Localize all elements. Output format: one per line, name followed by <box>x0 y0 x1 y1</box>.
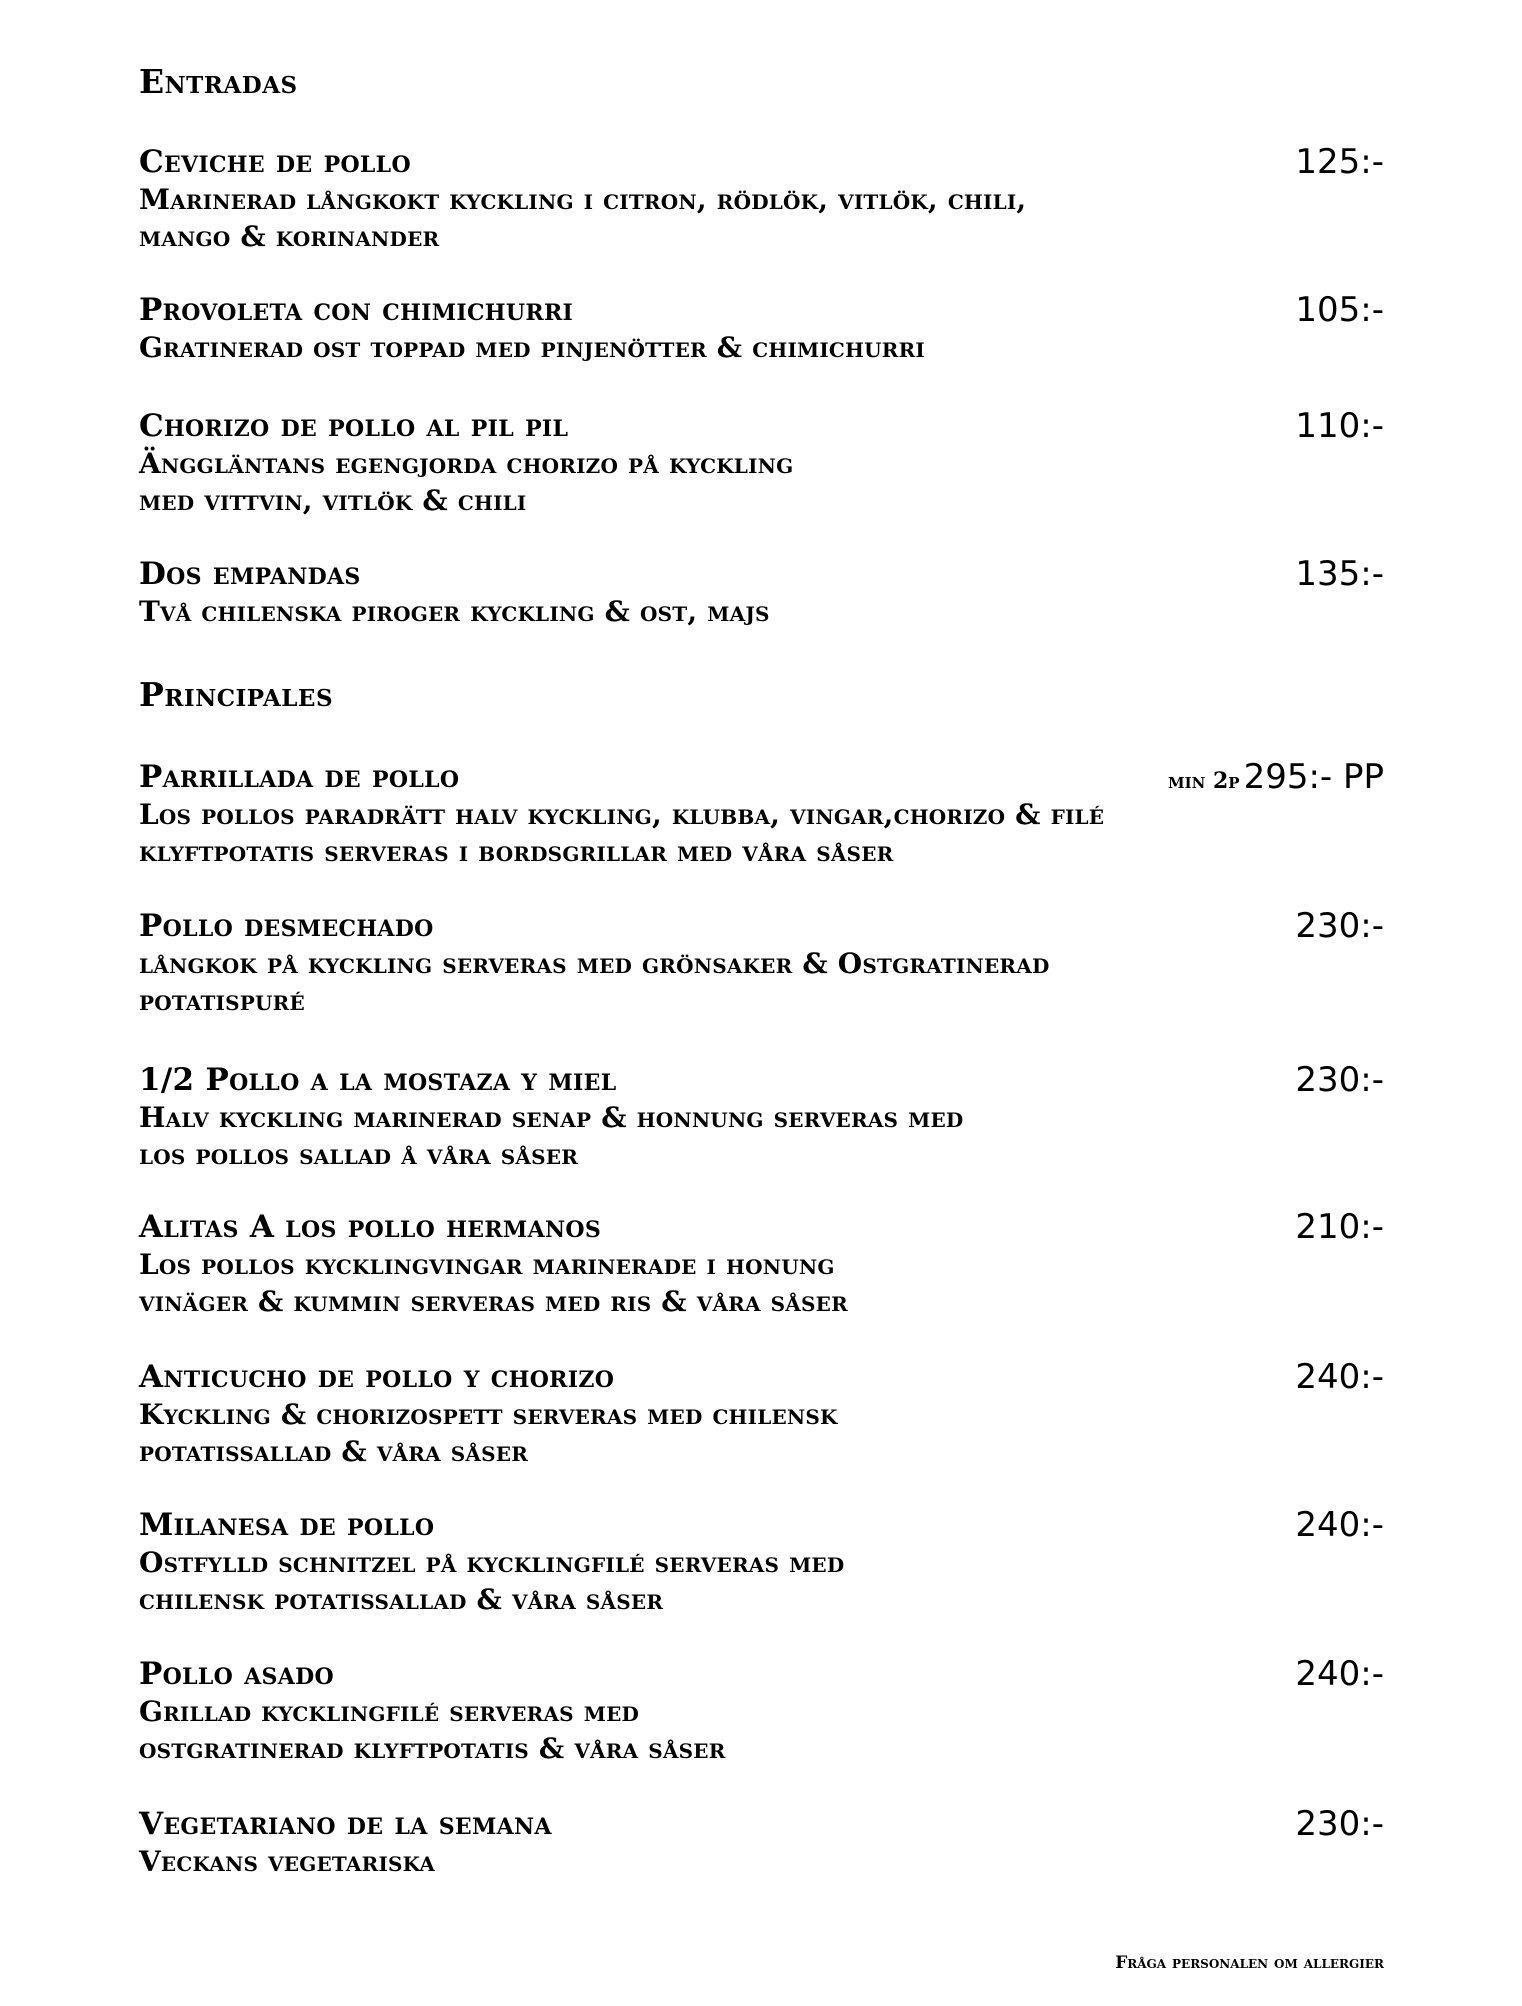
item-desc-line: potatispuré <box>139 984 305 1017</box>
item-price: 240:- <box>1295 1654 1384 1694</box>
menu-item-vegetariano <box>139 1805 1384 1880</box>
menu-item-ceviche-de-pollo <box>139 143 1384 255</box>
item-desc-line: chilensk potatissallad & våra såser <box>139 1583 664 1616</box>
item-name: Dos empandas <box>139 556 361 592</box>
item-name: Anticucho de pollo y chorizo <box>139 1359 615 1395</box>
item-desc-line: ostgratinerad klyftpotatis & våra såser <box>139 1732 726 1765</box>
menu-page <box>139 0 1384 2006</box>
menu-item-pollo-asado <box>139 1655 1384 1767</box>
menu-item-parrillada <box>139 758 1384 870</box>
item-desc-line: Kyckling & chorizospett serveras med chilensk <box>139 1398 838 1431</box>
allergy-footnote: Fråga personalen om allergier <box>1115 1953 1384 1973</box>
menu-item-dos-empandas <box>139 555 1384 630</box>
item-desc-line: Los pollos paradrätt halv kyckling, klubba, vingar,chorizo & filé <box>139 798 1105 831</box>
price-minimum-note: min 2p <box>1167 768 1240 794</box>
item-desc-line: Två chilenska piroger kyckling & ost, majs <box>139 595 770 628</box>
item-name: Provoleta con chimichurri <box>139 292 574 328</box>
item-desc-line: klyftpotatis serveras i bordsgrillar med våra såser <box>139 835 894 868</box>
item-name: Chorizo de pollo al pil pil <box>139 408 569 444</box>
item-desc-line: mango & korinander <box>139 220 440 253</box>
item-price: 210:- <box>1295 1207 1384 1247</box>
item-desc-line: Gratinerad ost toppad med pinjenötter & chimichurri <box>139 331 925 364</box>
menu-item-chorizo-de-pollo <box>139 407 1384 519</box>
item-desc-line: Los pollos kycklingvingar marinerade i honung <box>139 1248 835 1281</box>
item-price: 240:- <box>1295 1505 1384 1545</box>
item-price: 230:- <box>1295 1060 1384 1100</box>
item-name: Alitas A los pollo hermanos <box>139 1209 602 1245</box>
menu-item-provoleta <box>139 291 1384 366</box>
item-desc-line: Veckans vegetariska <box>139 1845 436 1878</box>
item-desc-line: potatissallad & våra såser <box>139 1435 529 1468</box>
menu-item-milanesa <box>139 1506 1384 1618</box>
item-name: Ceviche de pollo <box>139 144 411 180</box>
item-price: 105:- <box>1295 290 1384 330</box>
item-price <box>1168 758 1384 800</box>
item-name: Pollo desmechado <box>139 908 434 944</box>
item-desc-line: los pollos sallad å våra såser <box>139 1138 579 1171</box>
item-desc-line: Ostfylld schnitzel på kycklingfilé serveras med <box>139 1546 845 1579</box>
item-name: Milanesa de pollo <box>139 1507 435 1543</box>
item-desc-line: Änggläntans egengjorda chorizo på kyckling <box>139 447 794 480</box>
item-price: 135:- <box>1295 554 1384 594</box>
item-desc-line: Halv kyckling marinerad senap & honnung serveras med <box>139 1101 964 1134</box>
menu-item-anticucho <box>139 1358 1384 1470</box>
item-name: 1/2 Pollo a la mostaza y miel <box>139 1062 617 1098</box>
section-title-principales: Principales <box>139 675 334 714</box>
item-name: Parrillada de pollo <box>139 759 460 795</box>
item-price: 230:- <box>1295 906 1384 946</box>
menu-item-pollo-mostaza <box>139 1061 1384 1173</box>
item-desc-line: vinäger & kummin serveras med ris & våra såser <box>139 1285 848 1318</box>
item-price: 230:- <box>1295 1804 1384 1844</box>
item-desc-line: långkok på kyckling serveras med grönsaker & Ostgratinerad <box>139 947 1050 980</box>
item-desc-line: med vittvin, vitlök & chili <box>139 484 527 517</box>
price-value: 295:- PP <box>1243 757 1384 797</box>
section-title-entradas: Entradas <box>139 62 298 101</box>
item-price: 240:- <box>1295 1357 1384 1397</box>
item-desc-line: Grillad kycklingfilé serveras med <box>139 1695 640 1728</box>
menu-item-alitas <box>139 1208 1384 1320</box>
item-price: 110:- <box>1295 406 1384 446</box>
item-name: Pollo asado <box>139 1656 334 1692</box>
item-desc-line: Marinerad långkokt kyckling i citron, rödlök, vitlök, chili, <box>139 183 1027 216</box>
item-name: Vegetariano de la semana <box>139 1806 552 1842</box>
item-price: 125:- <box>1295 142 1384 182</box>
menu-item-pollo-desmechado <box>139 907 1384 1019</box>
